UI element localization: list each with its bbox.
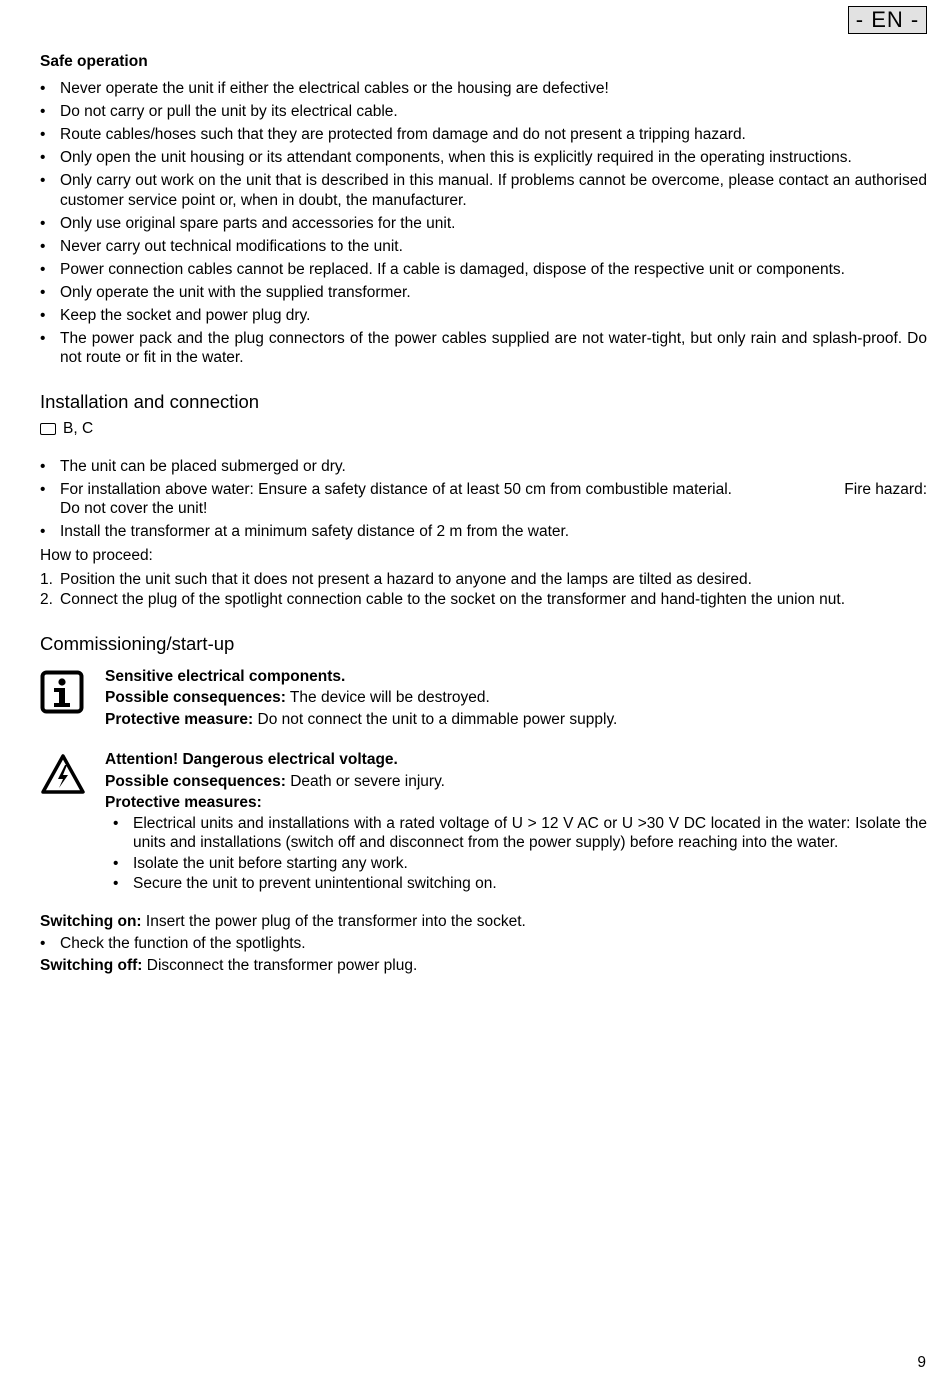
- list-item: [40, 480, 927, 519]
- step-item: [40, 570, 927, 590]
- list-item: • Do not carry or pull the unit by its electrical cable.: [40, 102, 927, 122]
- step-number: 1.: [40, 570, 53, 588]
- figure-reference: [40, 419, 927, 439]
- list-item: • Only carry out work on the unit that is described in this manual. If problems cannot be overcome, please contact an authorised customer service point or, when in doubt, the manufacturer.: [40, 171, 927, 210]
- info-notice-title: Sensitive electrical components.: [105, 667, 346, 685]
- installation-heading: Installation and connection: [40, 390, 260, 412]
- list-item: • The unit can be placed submerged or dry.: [40, 457, 927, 477]
- switch-check-list: [40, 933, 927, 955]
- list-item: • Only open the unit housing or its attendant components, when this is explicitly required in the operating instructions.: [40, 148, 927, 168]
- safe-operation-list: [40, 79, 927, 368]
- list-item: • Only use original spare parts and accessories for the unit.: [40, 214, 927, 234]
- warning-measures-list: [113, 814, 927, 894]
- figure-reference-text: B, C: [63, 419, 94, 437]
- warning-notice-title: Attention! Dangerous electrical voltage.: [105, 751, 398, 768]
- how-to-proceed: How to proceed:: [40, 546, 153, 564]
- step-text: Position the unit such that it does not present a hazard to anyone and the lamps are tilted as desired.: [60, 570, 752, 588]
- list-item: • Install the transformer at a minimum safety distance of 2 m from the water.: [40, 522, 927, 542]
- list-item: • Never operate the unit if either the electrical cables or the housing are defective!: [40, 79, 927, 99]
- list-item: • Check the function of the spotlights.: [40, 933, 927, 955]
- book-icon: [40, 423, 56, 435]
- info-measure-label: Protective measure:: [105, 710, 254, 728]
- list-item: • Isolate the unit before starting any work.: [113, 854, 927, 874]
- warning-consequences-text: Death or severe injury.: [285, 772, 445, 790]
- safe-operation-heading: Safe operation: [40, 53, 148, 70]
- steps-list: [40, 570, 927, 610]
- list-item: • Power connection cables cannot be replaced. If a cable is damaged, dispose of the respective unit or components.: [40, 260, 927, 280]
- step-item: [40, 590, 927, 610]
- list-item: • Secure the unit to prevent unintentional switching on.: [113, 874, 927, 894]
- switch-on-label: Switching on:: [40, 912, 142, 930]
- list-item: • Keep the socket and power plug dry.: [40, 306, 927, 326]
- info-icon: [40, 670, 84, 714]
- list-item: • Never carry out technical modifications to the unit.: [40, 237, 927, 257]
- step-number: 2.: [40, 590, 53, 608]
- warning-consequences-label: Possible consequences:: [105, 772, 286, 790]
- switch-off-label: Switching off:: [40, 956, 143, 974]
- page-content: [40, 52, 927, 977]
- page-number: 9: [917, 1354, 926, 1371]
- switch-on-text: Insert the power plug of the transformer into the socket.: [141, 912, 526, 930]
- warning-notice: [40, 749, 927, 895]
- commissioning-heading: Commissioning/start-up: [40, 632, 235, 654]
- above-water-continuation: Do not cover the unit!: [60, 500, 208, 517]
- installation-list: [40, 457, 927, 542]
- switch-off-text: Disconnect the transformer power plug.: [142, 956, 418, 974]
- list-item: • Electrical units and installations with a rated voltage of U > 12 V AC or U >30 V DC located in the water: Isolate the units and installations (switch off and disconnect from the power supply) before reaching into the water.: [113, 814, 927, 853]
- switching-instructions: [40, 911, 927, 977]
- warning-measures-label: Protective measures:: [105, 794, 262, 811]
- info-measure-text: Do not connect the unit to a dimmable power supply.: [253, 710, 618, 728]
- high-voltage-warning-icon: [40, 753, 86, 795]
- list-item: • Route cables/hoses such that they are protected from damage and do not present a tripping hazard.: [40, 125, 927, 145]
- info-consequences-text: The device will be destroyed.: [285, 689, 490, 706]
- list-item: • The power pack and the plug connectors of the power cables supplied are not water-tight, but only rain and splash-proof. Do not route or fit in the water.: [40, 329, 927, 368]
- above-water-text: • For installation above water: Ensure a safety distance of at least 50 cm from combustible material.: [60, 480, 732, 498]
- step-text: Connect the plug of the spotlight connection cable to the socket on the transformer and hand-tighten the union nut.: [60, 590, 845, 608]
- list-item: • Only operate the unit with the supplied transformer.: [40, 283, 927, 303]
- info-notice: [40, 666, 927, 731]
- info-consequences-label: Possible consequences:: [105, 689, 286, 706]
- language-badge: - EN -: [848, 6, 927, 34]
- fire-hazard-label: Fire hazard:: [844, 480, 927, 498]
